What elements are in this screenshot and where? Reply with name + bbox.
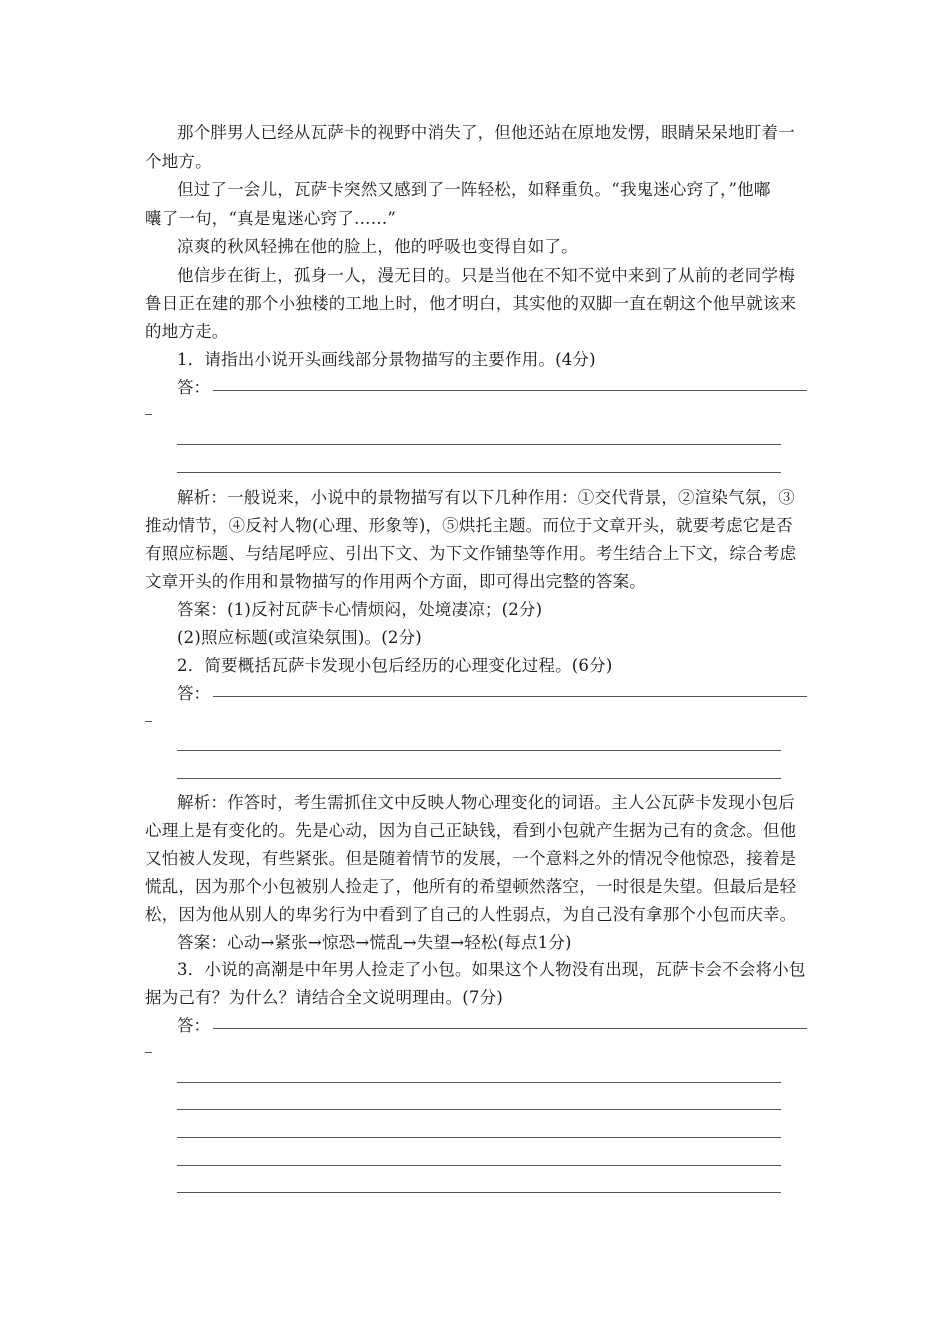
- answer-label-2: 答：: [177, 684, 210, 703]
- analysis-line: 慌乱，因为那个小包被别人捡走了，他所有的希望顿然落空，一时很是失望。但最后是轻: [145, 877, 797, 896]
- analysis-line: 解析：一般说来，小说中的景物描写有以下几种作用：①交代背景，②渲染气氛，③: [177, 488, 795, 507]
- passage-line: 他信步在街上，孤身一人，漫无目的。只是当他在不知不觉中来到了从前的老同学梅: [177, 266, 795, 285]
- question-3: 3．小说的高潮是中年男人捡走了小包。如果这个人物没有出现，瓦萨卡会不会将小包: [177, 960, 806, 979]
- passage-line: 的地方走。: [145, 322, 229, 341]
- answer-line[interactable]: [213, 390, 807, 391]
- analysis-line: 推动情节，④反衬人物(心理、形象等)，⑤烘托主题。而位于文章开头，就要考虑它是否: [145, 516, 793, 535]
- line-dash: [145, 1052, 152, 1053]
- answer-text: 答案：心动→紧张→惊恐→慌乱→失望→轻松(每点1分): [177, 933, 572, 952]
- analysis-line: 又怕被人发现，有些紧张。但是随着情节的发展，一个意料之外的情况令他惊恐，接着是: [145, 849, 797, 868]
- passage-line: 个地方。: [145, 152, 212, 171]
- answer-text: 答案：(1)反衬瓦萨卡心情烦闷，处境凄凉；(2分): [177, 600, 543, 619]
- passage-line: 那个胖男人已经从瓦萨卡的视野中消失了，但他还站在原地发愣，眼睛呆呆地盯着一: [177, 123, 795, 142]
- passage-line: 鲁日正在建的那个小独楼的工地上时，他才明白，其实他的双脚一直在朝这个他早就该来: [145, 294, 797, 313]
- answer-line[interactable]: [177, 472, 781, 473]
- line-dash: [145, 414, 152, 415]
- analysis-line: 解析：作答时，考生需抓住文中反映人物心理变化的词语。主人公瓦萨卡发现小包后: [177, 793, 795, 812]
- answer-line[interactable]: [177, 1137, 781, 1138]
- answer-line[interactable]: [213, 1028, 807, 1029]
- question-1: 1．请指出小说开头画线部分景物描写的主要作用。(4分): [177, 350, 596, 369]
- answer-line[interactable]: [213, 696, 807, 697]
- analysis-line: 文章开头的作用和景物描写的作用两个方面，即可得出完整的答案。: [145, 572, 646, 591]
- answer-line[interactable]: [177, 444, 781, 445]
- answer-line[interactable]: [177, 750, 781, 751]
- passage-line: 凉爽的秋风轻拂在他的脸上，他的呼吸也变得自如了。: [177, 237, 578, 256]
- analysis-line: 有照应标题、与结尾呼应、引出下文、为下文作铺垫等作用。考生结合上下文，综合考虑: [145, 544, 797, 563]
- passage-line: 但过了一会儿，瓦萨卡突然又感到了一阵轻松，如释重负。“我鬼迷心窍了，”他嘟: [177, 180, 771, 199]
- question-3-cont: 据为己有？为什么？请结合全文说明理由。(7分): [145, 988, 503, 1007]
- answer-line[interactable]: [177, 1192, 781, 1193]
- passage-line: 囔了一句，“真是鬼迷心窍了……”: [145, 209, 397, 228]
- answer-label-3: 答：: [177, 1016, 210, 1035]
- answer-line[interactable]: [177, 1082, 781, 1083]
- answer-line[interactable]: [177, 1109, 781, 1110]
- question-2: 2．简要概括瓦萨卡发现小包后经历的心理变化过程。(6分): [177, 656, 613, 675]
- analysis-line: 心理上是有变化的。先是心动，因为自己正缺钱，看到小包就产生据为己有的贪念。但他: [145, 821, 797, 840]
- answer-label-1: 答：: [177, 378, 210, 397]
- analysis-line: 松，因为他从别人的卑劣行为中看到了自己的人性弱点，为自己没有拿那个小包而庆幸。: [145, 905, 797, 924]
- answer-line[interactable]: [177, 778, 781, 779]
- line-dash: [145, 721, 152, 722]
- answer-line[interactable]: [177, 1165, 781, 1166]
- answer-text: (2)照应标题(或渲染氛围)。(2分): [177, 628, 422, 647]
